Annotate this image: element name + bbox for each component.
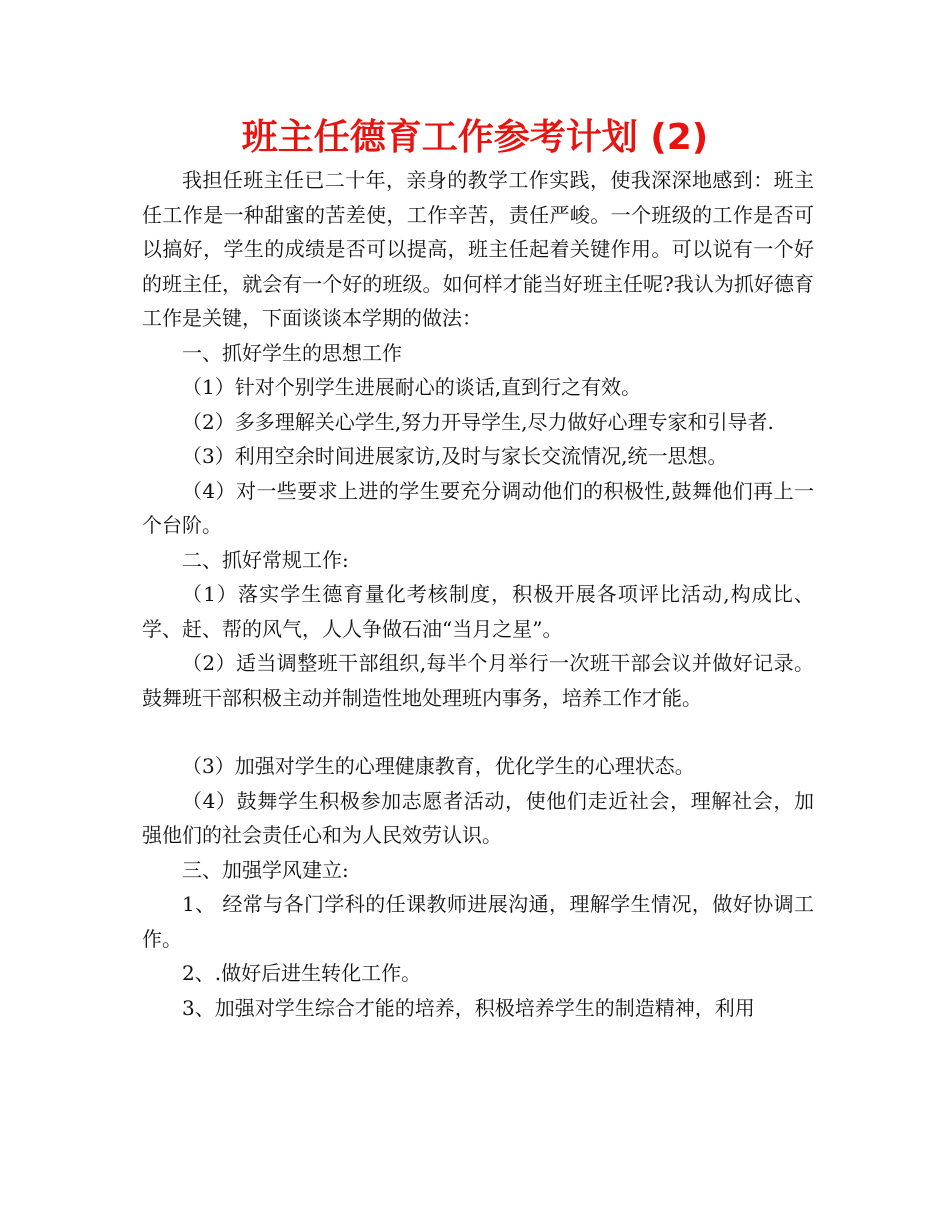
- section-heading-3: 三、加强学风建立:: [182, 857, 349, 882]
- list-item: 2、.做好后进生转化工作。: [182, 961, 422, 985]
- paragraph-gap: [142, 715, 814, 749]
- section-heading-1: 一、抓好学生的思想工作: [182, 340, 402, 365]
- document-body: [142, 163, 814, 1025]
- list-item: （3）利用空余时间进展家访,及时与家长交流情况,统一思想。: [182, 444, 728, 468]
- list-item: 1、 经常与各门学科的任课教师进展沟通，理解学生情况，做好协调工作。: [142, 892, 814, 951]
- list-item: 3、加强对学生综合才能的培养，积极培养学生的制造精神，利用: [182, 995, 755, 1020]
- document-title: 班主任德育工作参考计划 (2): [241, 117, 709, 158]
- intro-paragraph: 我担任班主任已二十年，亲身的教学工作实践，使我深深地感到：班主任工作是一种甜蜜的苦差使，工作辛苦，责任严峻。一个班级的工作是否可以搞好，学生的成绩是否可以提高，班主任起着关键作用。可以说有一个好的班主任，就会有一个好的班级。如何样才能当好班主任呢?我认为抓好德育工作是关键，下面谈谈本学期的做法：: [142, 168, 814, 330]
- list-item: （2）多多理解关心学生,努力开导学生,尽力做好心理专家和引导者.: [182, 409, 774, 434]
- list-item: （2）适当调整班干部组织,每半个月举行一次班干部会议并做好记录。鼓舞班干部积极主动并制造性地处理班内事务，培养工作才能。: [142, 651, 814, 710]
- list-item: （3）加强对学生的心理健康教育，优化学生的心理状态。: [182, 754, 695, 778]
- list-item: （1）针对个别学生进展耐心的谈话,直到行之有效。: [182, 375, 642, 399]
- list-item: （4）鼓舞学生积极参加志愿者活动，使他们走近社会，理解社会，加强他们的社会责任心和为人民效劳认识。: [142, 788, 814, 847]
- list-item: （1）落实学生德育量化考核制度，积极开展各项评比活动,构成比、学、赶、帮的风气，人人争做石油“当月之星”。: [142, 582, 814, 641]
- section-heading-2: 二、抓好常规工作:: [182, 547, 349, 572]
- list-item: （4）对一些要求上进的学生要充分调动他们的积极性,鼓舞他们再上一个台阶。: [142, 478, 814, 537]
